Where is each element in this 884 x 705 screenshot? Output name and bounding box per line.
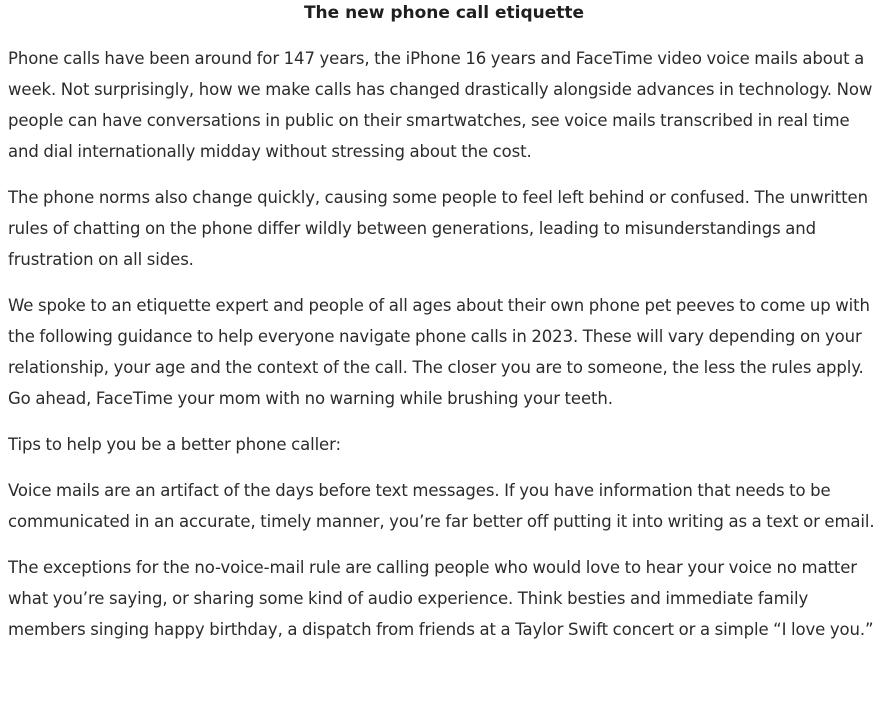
article-title: The new phone call etiquette: [303, 3, 585, 23]
article-paragraph: The phone norms also change quickly, causing some people to feel left behind or confused. The unwritten rules of chatting on the phone differ wildly between generations, leading to misunderstandings and frustration on all sides.: [8, 188, 868, 269]
article-paragraph: The exceptions for the no-voice-mail rule are calling people who would love to hear your voice no matter what you’re saying, or sharing some kind of audio experience. Think besties and immediate family members singing happy birthday, a dispatch from friends at a Taylor Swift concert or a simple “I love you.”: [8, 558, 874, 639]
tips-heading: Tips to help you be a better phone caller:: [8, 435, 341, 454]
article-paragraph: Phone calls have been around for 147 years, the iPhone 16 years and FaceTime video voice mails about a week. Not surprisingly, how we make calls has changed drastically alongside advances in technology. Now people can have conversations in public on their smartwatches, see voice mails transcribed in real time and dial internationally midday without stressing about the cost.: [8, 49, 873, 161]
article-paragraph: We spoke to an etiquette expert and people of all ages about their own phone pet peeves to come up with the following guidance to help everyone navigate phone calls in 2023. These will vary depending on your relationship, your age and the context of the call. The closer you are to someone, the less the rules apply. Go ahead, FaceTime your mom with no warning while brushing your teeth.: [8, 296, 870, 408]
article-paragraph: Voice mails are an artifact of the days before text messages. If you have information that needs to be communicated in an accurate, timely manner, you’re far better off putting it into writing as a text or email.: [8, 481, 875, 531]
